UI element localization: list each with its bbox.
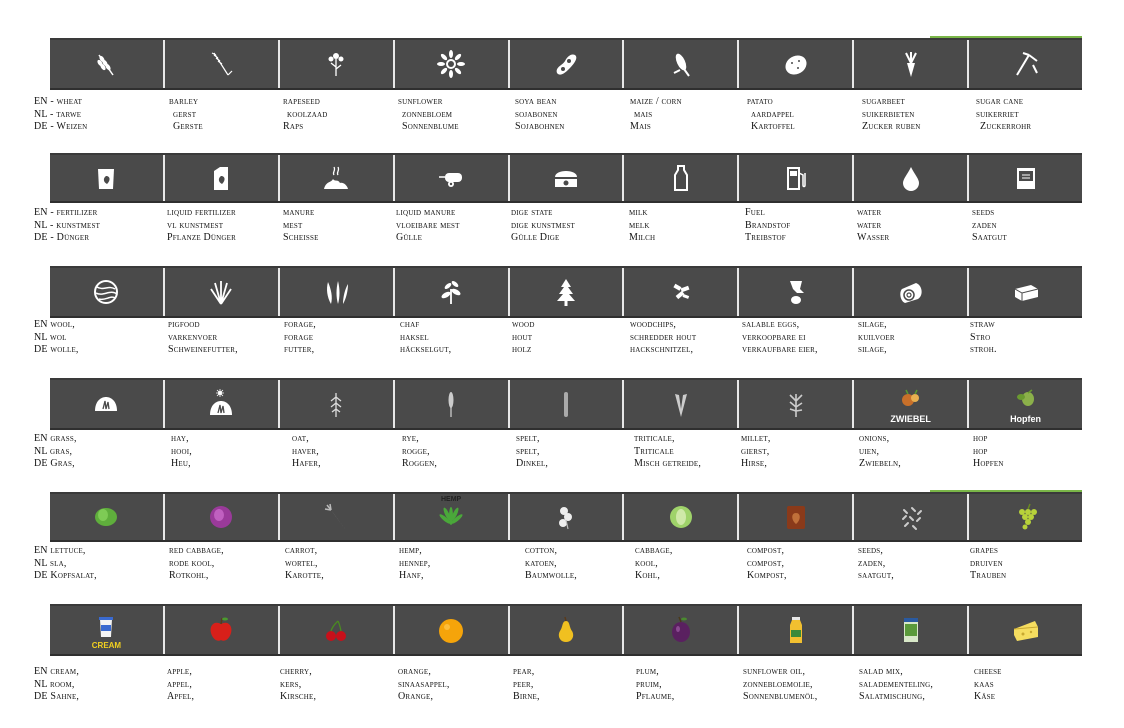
pear-icon [549,613,583,647]
labels-row-1 [34,96,1076,134]
cell-soybean [510,40,625,88]
cell-wheat [50,40,165,88]
sunflower-icon [434,47,468,81]
cell-fertilizer [50,155,165,201]
barley-icon [204,47,238,81]
cell-hop [969,380,1082,428]
cell-straw [969,268,1082,316]
label-maize: maize / corn mais Mais [630,96,682,132]
cell-cotton [510,494,625,540]
sunflower-oil-icon [779,613,813,647]
label-water: water water Wasser [857,207,890,243]
label-triticale: triticale, Triticale Misch getreide, [634,433,702,469]
fuel-pump-icon [779,161,813,195]
cell-maize [624,40,739,88]
cell-wood [510,268,625,316]
cell-millet [739,380,854,428]
icon-band-row-1 [50,38,1082,90]
label-eggs: salable eggs, verkoopbare ei verkaufbare eier, [742,319,818,355]
label-rapeseed: rapeseed koolzaad Raps [283,96,328,132]
cell-orange [395,606,510,654]
label-carrot: carrot, wortel, Karotte, [285,545,324,581]
label-hemp: hemp, hennep, Hanf, [399,545,431,581]
cell-spelt [510,380,625,428]
wool-ball-icon [89,275,123,309]
label-woodchips: woodchips, schredder hout hackschnitzel, [630,319,697,355]
cell-sunflower [395,40,510,88]
cell-fuel [739,155,854,201]
label-red-cabbage: red cabbage, rode kool, Rotkohl, [169,545,224,581]
label-soybean: soya bean sojabonen Sojabohnen [515,96,565,132]
cell-seeds-5 [854,494,969,540]
cell-cherry [280,606,395,654]
label-wood: wood hout holz [512,319,535,355]
cell-rapeseed [280,40,395,88]
digestate-icon [549,161,583,195]
label-orange: orange, sinaasappel, Orange, [398,666,450,702]
cell-woodchips [624,268,739,316]
cell-carrot [280,494,395,540]
label-grapes: grapes druiven Trauben [970,545,1007,581]
oat-icon [319,387,353,421]
rapeseed-icon [319,47,353,81]
label-onions: onions, uien, Zwiebeln, [859,433,901,469]
hop-icon-text: Hopfen [1010,414,1042,424]
apple-icon [204,613,238,647]
cell-cheese [969,606,1082,654]
carrot-icon [319,500,353,534]
seeds-packet-icon [1009,161,1043,195]
cell-grass [50,380,165,428]
label-fertilizer: EN - fertilizer NL - kunstmest DE - Dünger [34,207,101,243]
icon-band-row-4 [50,378,1082,430]
label-sunflower: sunflower zonnebloem Sonnenblume [398,96,459,132]
cell-triticale [624,380,739,428]
cell-oat [280,380,395,428]
label-cheese: cheese kaas Käse [974,666,1002,702]
cell-compost [739,494,854,540]
cell-hemp [395,494,510,540]
label-plum: plum, pruim, Pflaume, [636,666,675,702]
label-cabbage: cabbage, kool, Kohl, [635,545,673,581]
icon-band-row-3 [50,266,1082,318]
label-apple: apple, appel, Apfel, [167,666,195,702]
compost-icon [779,500,813,534]
icon-band-row-6 [50,604,1082,656]
tree-icon [549,275,583,309]
silage-bale-icon [894,275,928,309]
cell-chaff [395,268,510,316]
label-millet: millet, gierst, Hirse, [741,433,771,469]
labels-row-4 [34,433,1073,471]
cell-lettuce [50,494,165,540]
icon-band-row-2 [50,153,1082,203]
cell-wool [50,268,165,316]
label-oat: oat, haver, Hafer, [292,433,321,469]
label-cherry: cherry, kers, Kirsche, [280,666,317,702]
label-rye: rye, rogge, Roggen, [402,433,438,469]
label-hay: hay, hooi, Heu, [171,433,192,469]
label-wheat: EN - wheat NL - tarwe DE - Weizen [34,96,88,132]
label-milk: milk melk Milch [629,207,656,243]
label-salad-mix: salad mix, saladementeling, Salatmischung, [859,666,934,702]
cell-sugarcane [969,40,1082,88]
label-fuel: Fuel Brandstof Treibstof [745,207,791,243]
triticale-icon [664,387,698,421]
eggs-icon [779,275,813,309]
grapes-icon [1009,500,1043,534]
cell-seeds [969,155,1082,201]
label-cotton: cotton, katoen, Baumwolle, [525,545,577,581]
cell-salad-mix [854,606,969,654]
cherry-icon [319,613,353,647]
label-sugarbeet: sugarbeet suikerbieten Zucker ruben [862,96,921,132]
cell-eggs [739,268,854,316]
manure-icon [319,161,353,195]
cell-liquid-manure [395,155,510,201]
liquid-manure-tanker-icon [434,161,468,195]
label-sugarcane: sugar cane suikerriet Zuckerrohr [976,96,1032,132]
label-lettuce: EN lettuce, NL sla, DE Kopfsalat, [34,545,97,581]
woodchips-icon [664,275,698,309]
straw-bale-icon [1009,275,1043,309]
salad-mix-icon [894,613,928,647]
spelt-icon [549,387,583,421]
icon-band-row-5 [50,492,1082,542]
cell-rye [395,380,510,428]
cell-onion [854,380,969,428]
wheat-icon [89,47,123,81]
liquid-fertilizer-icon [204,161,238,195]
sugarcane-icon [1009,47,1043,81]
cabbage-icon [664,500,698,534]
label-spelt: spelt, spelt, Dinkel, [516,433,549,469]
orange-icon [434,613,468,647]
label-silage: silage, kuilvoer silage, [858,319,895,355]
label-seeds: seeds zaden Saatgut [972,207,1007,243]
cell-sunflower-oil [739,606,854,654]
water-drop-icon [894,161,928,195]
pigfood-icon [204,275,238,309]
hay-icon [204,387,238,421]
labels-row-3 [34,319,1070,357]
millet-icon [779,387,813,421]
cell-potato [739,40,854,88]
cell-pigfood [165,268,280,316]
seeds-icon [894,500,928,534]
cream-icon-text: CREAM [91,641,122,650]
label-pigfood: pigfood varkenvoer Schweinefutter, [168,319,238,355]
cell-grapes [969,494,1082,540]
grass-icon [89,387,123,421]
cell-digestate [510,155,625,201]
label-grass: EN grass, NL gras, DE Gras, [34,433,77,469]
cell-apple [165,606,280,654]
label-sunflower-oil: sunflower oil, zonnebloemolie, Sonnenblumenöl, [743,666,818,702]
label-liquid-manure: liquid manure vloeibare mest Gülle [396,207,460,243]
cell-plum [624,606,739,654]
cell-hay [165,380,280,428]
cell-forage [280,268,395,316]
potato-icon [779,47,813,81]
label-forage: forage, forage futter, [284,319,316,355]
hemp-icon [434,500,468,534]
label-liquid-fertilizer: liquid fertilizer vl kunstmest Pflanze Dünger [167,207,237,243]
cell-cream [50,606,165,654]
label-hop: hop hop Hopfen [973,433,1004,469]
labels-row-6 [34,666,1074,704]
chaff-icon [434,275,468,309]
label-pear: pear, peer, Birne, [513,666,540,702]
forage-icon [319,275,353,309]
soybean-icon [549,47,583,81]
label-straw: straw Stro stroh. [970,319,997,355]
cell-manure [280,155,395,201]
cell-cabbage [624,494,739,540]
labels-row-5 [34,545,1070,583]
label-wool: EN wool, NL wol DE wolle, [34,319,79,355]
label-cream: EN cream, NL room, DE Sahne, [34,666,80,702]
label-chaff: chaf haksel häckselgut, [400,319,452,355]
maize-icon [664,47,698,81]
cell-water [854,155,969,201]
rye-icon [434,387,468,421]
red-cabbage-icon [204,500,238,534]
sugarbeet-icon [894,47,928,81]
label-seeds-5: seeds, zaden, saatgut, [858,545,894,581]
cotton-icon [549,500,583,534]
label-manure: manure mest Scheisse [283,207,319,243]
label-digestate: dige state dige kunstmest Gülle Dige [511,207,576,243]
cell-liquid-fertilizer [165,155,280,201]
milk-bottle-icon [664,161,698,195]
labels-row-2 [34,207,1072,245]
plum-icon [664,613,698,647]
onion-icon-text: ZWIEBEL [890,414,931,424]
lettuce-icon [89,500,123,534]
cell-red-cabbage [165,494,280,540]
label-potato: patato aardappel Kartoffel [747,96,795,132]
cell-sugarbeet [854,40,969,88]
hemp-icon-text: HEMP [440,496,462,503]
cell-barley [165,40,280,88]
label-barley: barley gerst Gerste [169,96,203,132]
cell-pear [510,606,625,654]
fertilizer-bag-icon [89,161,123,195]
cell-milk [624,155,739,201]
cheese-icon [1009,613,1043,647]
label-compost: compost, compost, Kompost, [747,545,787,581]
cell-silage [854,268,969,316]
